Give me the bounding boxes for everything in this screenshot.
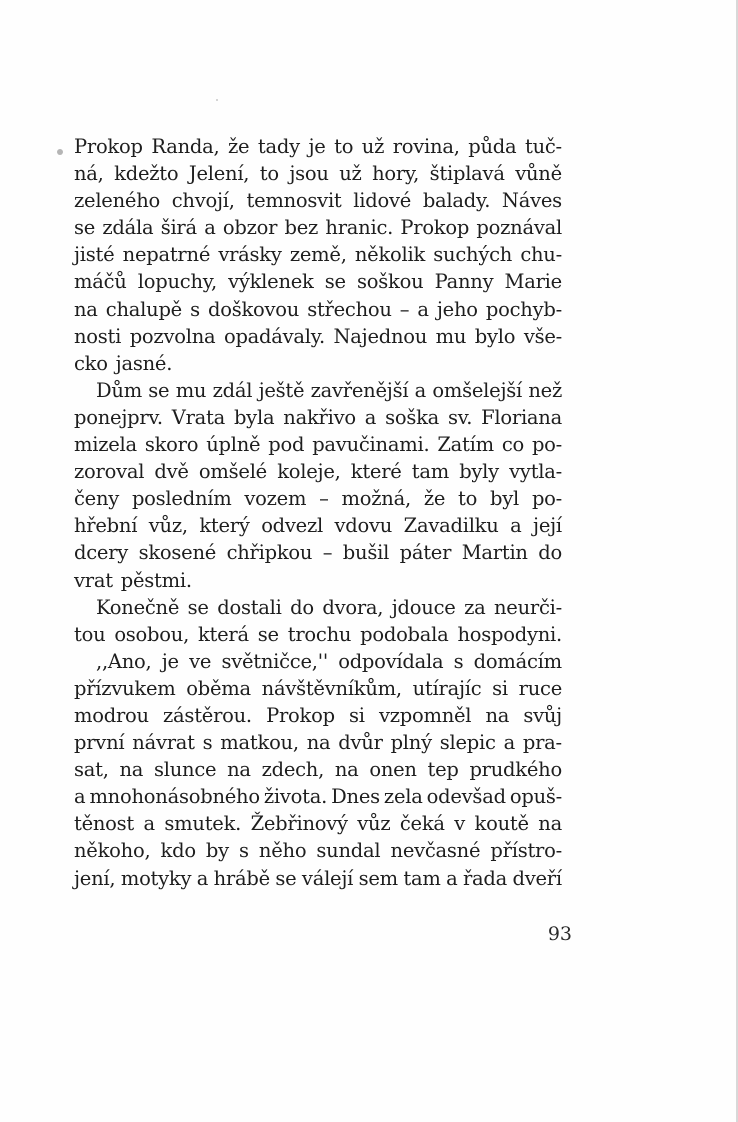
- word: modrou: [74, 703, 149, 727]
- word: v: [454, 812, 466, 836]
- word: Randa,: [151, 135, 220, 158]
- word: tou: [74, 622, 106, 646]
- text-line: vrat pěstmi.: [74, 568, 192, 592]
- word: se: [257, 622, 279, 646]
- word: na: [538, 812, 562, 836]
- word: s: [190, 297, 200, 321]
- word: ná,: [74, 162, 104, 186]
- text-line: [74, 648, 562, 675]
- word: skosené: [138, 541, 217, 565]
- word: slepic: [439, 731, 496, 755]
- word: těnost: [74, 812, 135, 836]
- word: střechou: [307, 297, 392, 321]
- word: a: [414, 378, 427, 402]
- word: a: [417, 297, 429, 321]
- word: po-: [531, 433, 562, 457]
- text-line: [74, 458, 562, 485]
- word: s: [239, 839, 249, 863]
- text-line: [74, 268, 562, 295]
- word: se: [187, 595, 209, 619]
- word: si: [492, 676, 508, 700]
- word: podobala: [360, 622, 449, 646]
- word: bez: [284, 216, 319, 240]
- word: zdech,: [261, 758, 325, 782]
- word: návrat: [132, 731, 195, 755]
- word: ponejprv.: [74, 405, 163, 429]
- text-line: [74, 323, 562, 350]
- word: už: [339, 162, 362, 186]
- word: nakřivo: [283, 405, 356, 429]
- word: Vrata: [171, 405, 226, 429]
- word: kdežto: [114, 162, 179, 186]
- word: skoro: [144, 433, 199, 457]
- word: rovina,: [392, 135, 460, 158]
- word: na: [227, 758, 251, 782]
- text-line: [74, 783, 562, 810]
- word: se: [324, 270, 346, 294]
- text-line: [74, 431, 562, 458]
- word: svůj: [523, 703, 562, 727]
- word: a: [364, 405, 377, 429]
- word: pod: [268, 433, 305, 457]
- word: tam: [411, 460, 449, 484]
- word: hospodyni.: [457, 622, 562, 646]
- word: po-: [531, 487, 562, 511]
- word: chalupě: [105, 297, 182, 321]
- word: matkou,: [220, 731, 299, 755]
- word: si: [349, 703, 365, 727]
- word: posledním: [131, 487, 232, 511]
- word: už: [361, 135, 385, 158]
- word: Panny: [434, 270, 494, 294]
- word: její: [533, 514, 562, 538]
- text-line: [74, 702, 562, 729]
- word: který: [199, 514, 250, 538]
- word: života.: [263, 785, 328, 809]
- word: smutek.: [164, 812, 242, 836]
- word: zástěrou.: [163, 703, 252, 727]
- word: onen: [369, 758, 417, 782]
- word: balady.: [422, 189, 491, 213]
- word: dostali: [217, 595, 282, 619]
- text-line: [74, 214, 562, 241]
- word: lopuchy,: [137, 270, 217, 294]
- ink-speck: [216, 99, 218, 101]
- word: Prokop: [266, 703, 335, 727]
- word: na: [485, 703, 510, 727]
- word: s: [453, 649, 464, 673]
- word: hranic.: [325, 216, 394, 240]
- text-line: [74, 865, 562, 892]
- word: vozem: [244, 487, 307, 511]
- word: Dnes: [331, 785, 380, 809]
- text-line: [74, 810, 562, 837]
- word: s: [202, 731, 213, 755]
- word: opadávaly.: [223, 324, 325, 348]
- page-number: 93: [547, 923, 572, 945]
- word: mizela: [74, 433, 137, 457]
- word: chu-: [520, 243, 562, 267]
- word: Zatím: [437, 433, 494, 457]
- word: mu: [175, 378, 207, 402]
- word: Martin: [461, 541, 528, 565]
- word: omšelé: [198, 460, 267, 484]
- body-text: [74, 133, 562, 892]
- word: širá: [160, 216, 197, 240]
- word: dvě: [154, 460, 189, 484]
- word: jsou: [289, 162, 329, 186]
- text-line: [74, 756, 562, 783]
- word: pra-: [522, 731, 562, 755]
- word: sundal: [316, 839, 381, 863]
- word: čeká: [399, 812, 445, 836]
- word: a: [204, 216, 216, 240]
- word: jdouce: [391, 595, 456, 619]
- word: to: [259, 162, 279, 186]
- text-line: [74, 675, 562, 702]
- word: vůz,: [148, 514, 188, 538]
- word: vrásky: [218, 243, 282, 267]
- word: ještě: [258, 378, 305, 402]
- word: první: [74, 731, 125, 755]
- word: je: [308, 135, 326, 158]
- word: jení,: [74, 866, 116, 890]
- word: se: [74, 216, 96, 240]
- word: Floriana: [481, 405, 562, 429]
- word: na: [119, 758, 144, 782]
- word: na: [74, 297, 98, 321]
- word: nosti: [74, 324, 122, 348]
- word: by: [205, 839, 229, 863]
- word: a: [510, 514, 522, 538]
- word: soška: [385, 405, 440, 429]
- word: do: [290, 595, 314, 619]
- word: čeny: [74, 487, 120, 511]
- word: je: [161, 649, 179, 673]
- word: byl: [490, 487, 520, 511]
- word: plný: [390, 731, 432, 755]
- word: Konečně: [96, 595, 180, 619]
- word: sat,: [74, 758, 109, 782]
- word: vůz: [357, 812, 391, 836]
- text-line: [74, 729, 562, 756]
- word: vůně: [515, 162, 562, 186]
- word: vzpomněl: [378, 703, 472, 727]
- word: zoroval: [74, 460, 145, 484]
- word: se: [148, 378, 170, 402]
- text-line: [74, 621, 562, 648]
- word: přízvukem: [74, 676, 176, 700]
- text-line: [74, 160, 562, 187]
- word: přístro-: [490, 839, 562, 863]
- text-line: [74, 296, 562, 323]
- word: neurči-: [493, 595, 562, 619]
- text-line: [74, 241, 562, 268]
- word: dvora,: [322, 595, 384, 619]
- text-line: [74, 133, 562, 160]
- text-line: cko jasné.: [74, 351, 173, 375]
- word: tady: [257, 135, 300, 158]
- word: trochu: [287, 622, 352, 646]
- word: Zavadilku: [403, 514, 499, 538]
- word: ve: [189, 649, 212, 673]
- word: ,,Ano,: [96, 649, 152, 673]
- word: dveří: [512, 866, 562, 890]
- word: bušil: [342, 541, 390, 565]
- word: půda: [468, 135, 517, 158]
- word: sv.: [448, 405, 473, 429]
- word: mu: [435, 324, 467, 348]
- word: koleje,: [277, 460, 341, 484]
- word: poznával: [476, 216, 562, 240]
- word: a: [74, 785, 86, 809]
- word: slunce: [153, 758, 217, 782]
- word: která: [197, 622, 249, 646]
- word: tuč-: [524, 135, 562, 158]
- word: Jelení,: [188, 162, 250, 186]
- text-line: [74, 187, 562, 214]
- word: zeleného: [74, 189, 160, 213]
- word: co: [501, 433, 524, 457]
- word: –: [322, 541, 333, 565]
- word: něho: [258, 839, 307, 863]
- word: řada: [462, 866, 508, 890]
- text-line: [74, 485, 562, 512]
- word: odvezl: [261, 514, 323, 538]
- ink-speck: [57, 149, 63, 155]
- word: Prokop: [74, 135, 143, 158]
- word: bylo: [474, 324, 516, 348]
- word: odpovídala: [338, 649, 444, 673]
- word: ruce: [518, 676, 562, 700]
- word: obzor: [222, 216, 278, 240]
- word: vdovu: [334, 514, 393, 538]
- word: chvojí,: [171, 189, 235, 213]
- text-line: [74, 377, 562, 404]
- word: Žebřinový: [250, 812, 348, 836]
- word: to: [458, 487, 478, 511]
- word: úplně: [206, 433, 261, 457]
- word: hřební: [74, 514, 138, 538]
- word: pozvolna: [129, 324, 216, 348]
- word: tep: [427, 758, 459, 782]
- word: tam: [403, 866, 441, 890]
- word: země,: [289, 243, 347, 267]
- word: mnohonásobného: [89, 785, 260, 809]
- word: Marie: [504, 270, 562, 294]
- word: oběma: [186, 676, 251, 700]
- text-line: [74, 594, 562, 621]
- word: Dům: [96, 378, 142, 402]
- word: motyky: [120, 866, 192, 890]
- word: kdo: [160, 839, 196, 863]
- word: temnosvit: [246, 189, 342, 213]
- word: utírajíc: [412, 676, 482, 700]
- word: odevšad: [426, 785, 506, 809]
- word: sem: [358, 866, 398, 890]
- word: na: [334, 758, 359, 782]
- word: a: [196, 866, 209, 890]
- word: chřipkou: [226, 541, 313, 565]
- word: několik: [354, 243, 426, 267]
- word: někoho,: [74, 839, 151, 863]
- word: Prokop: [400, 216, 470, 240]
- word: dcery: [74, 541, 129, 565]
- word: pochyb-: [485, 297, 562, 321]
- word: za: [464, 595, 486, 619]
- text-line: [74, 539, 562, 566]
- word: že: [423, 487, 446, 511]
- word: nevčasné: [390, 839, 481, 863]
- word: hory,: [372, 162, 420, 186]
- word: výklenek: [228, 270, 314, 294]
- word: pavučinami.: [312, 433, 430, 457]
- word: do: [538, 541, 562, 565]
- word: jisté: [74, 243, 115, 267]
- word: soškou: [357, 270, 424, 294]
- word: to: [334, 135, 354, 158]
- word: zdál: [212, 378, 253, 402]
- word: dvůr: [338, 731, 383, 755]
- word: na: [306, 731, 331, 755]
- word: byly: [459, 460, 499, 484]
- word: páter: [399, 541, 452, 565]
- word: osobou,: [114, 622, 190, 646]
- word: máčů: [74, 270, 127, 294]
- word: jeho: [436, 297, 478, 321]
- word: suchých: [433, 243, 513, 267]
- word: návštěvníkům,: [261, 676, 402, 700]
- word: zavřenější: [310, 378, 409, 402]
- word: Najednou: [333, 324, 428, 348]
- word: hrábě: [213, 866, 270, 890]
- word: prudkého: [469, 758, 562, 782]
- word: a: [143, 812, 155, 836]
- word: světničce,'': [221, 649, 328, 673]
- word: omšelejší: [432, 378, 522, 402]
- text-line: [74, 404, 562, 431]
- word: než: [528, 378, 562, 402]
- word: možná,: [341, 487, 411, 511]
- word: domácím: [473, 649, 562, 673]
- word: zdála: [102, 216, 154, 240]
- word: štiplavá: [429, 162, 505, 186]
- word: lidové: [353, 189, 412, 213]
- word: které: [350, 460, 402, 484]
- word: vytla-: [509, 460, 562, 484]
- text-line: [74, 512, 562, 539]
- word: Náves: [501, 189, 562, 213]
- word: zela: [383, 785, 423, 809]
- word: a: [503, 731, 515, 755]
- word: koutě: [474, 812, 529, 836]
- word: –: [319, 487, 329, 511]
- word: –: [399, 297, 410, 321]
- word: opuš-: [509, 785, 562, 809]
- word: a: [446, 866, 458, 890]
- word: doškovou: [207, 297, 300, 321]
- word: byla: [233, 405, 275, 429]
- text-line: [74, 837, 562, 864]
- word: vše-: [523, 324, 562, 348]
- word: se: [275, 866, 297, 890]
- word: že: [228, 135, 250, 158]
- word: válejí: [301, 866, 354, 890]
- word: nepatrné: [122, 243, 211, 267]
